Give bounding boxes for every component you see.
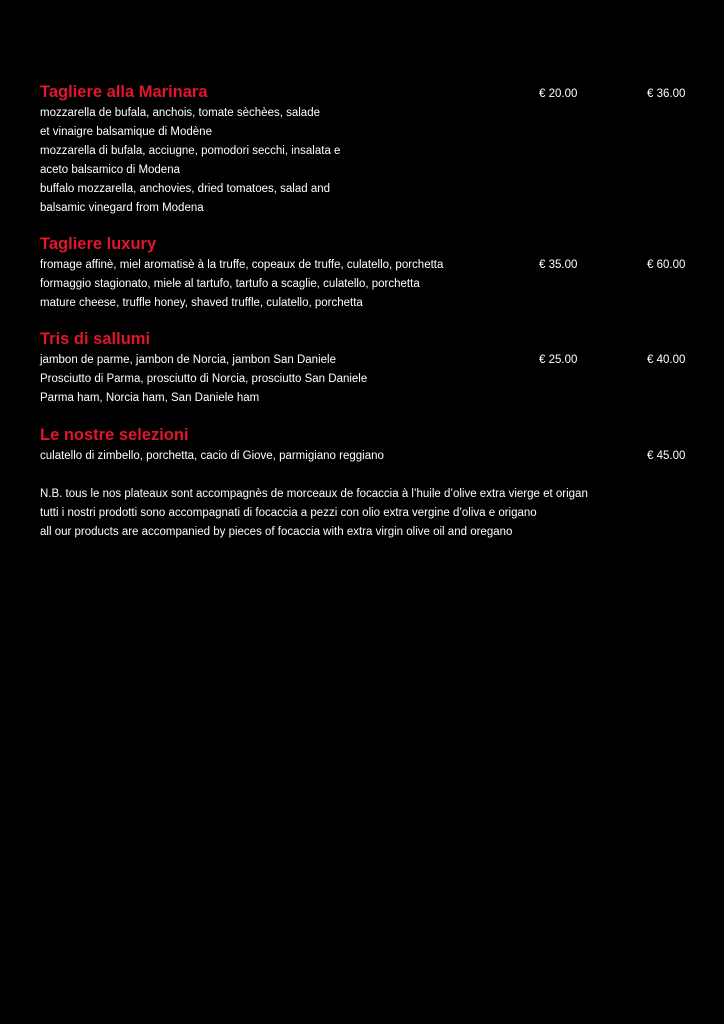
price-selezioni: € 45.00 bbox=[647, 450, 686, 462]
description-line: buffalo mozzarella, anchovies, dried tomatoes, salad and bbox=[40, 183, 331, 195]
description-line: mozzarella di bufala, acciugne, pomodori secchi, insalata e bbox=[40, 145, 341, 157]
price-double-luxury: € 60.00 bbox=[647, 259, 686, 271]
price-single-marinara: € 20.00 bbox=[539, 88, 578, 100]
description-line: et vinaigre balsamique di Modène bbox=[40, 126, 212, 138]
description-line: formaggio stagionato, miele al tartufo, tartufo a scaglie, culatello, porchetta bbox=[40, 278, 420, 290]
description-line: balsamic vinegard from Modena bbox=[40, 202, 204, 214]
note-french: N.B. tous le nos plateaux sont accompagnès de morceaux de focaccia à l’huile d’olive extra vierge et origan bbox=[40, 488, 588, 500]
note-english: all our products are accompanied by pieces of focaccia with extra virgin olive oil and oregano bbox=[40, 526, 513, 538]
description-line: mozzarella de bufala, anchois, tomate sèchèes, salade bbox=[40, 107, 320, 119]
description-line: mature cheese, truffle honey, shaved truffle, culatello, porchetta bbox=[40, 297, 363, 309]
section-title-tris: Tris di sallumi bbox=[40, 330, 151, 348]
price-single-tris: € 25.00 bbox=[539, 354, 578, 366]
price-single-luxury: € 35.00 bbox=[539, 259, 578, 271]
section-title-luxury: Tagliere luxury bbox=[40, 235, 157, 253]
price-double-marinara: € 36.00 bbox=[647, 88, 686, 100]
description-line: jambon de parme, jambon de Norcia, jambon San Daniele bbox=[40, 354, 336, 366]
description-line: aceto balsamico di Modena bbox=[40, 164, 180, 176]
price-double-tris: € 40.00 bbox=[647, 354, 686, 366]
description-line: Prosciutto di Parma, prosciutto di Norcia, prosciutto San Daniele bbox=[40, 373, 368, 385]
description-line: culatello di zimbello, porchetta, cacio di Giove, parmigiano reggiano bbox=[40, 450, 384, 462]
note-italian: tutti i nostri prodotti sono accompagnati di focaccia a pezzi con olio extra vergine d’oliva e origano bbox=[40, 507, 537, 519]
description-line: Parma ham, Norcia ham, San Daniele ham bbox=[40, 392, 260, 404]
section-title-marinara: Tagliere alla Marinara bbox=[40, 83, 208, 101]
description-line: fromage affinè, miel aromatisè à la truffe, copeaux de truffe, culatello, porchetta bbox=[40, 259, 444, 271]
section-title-selezioni: Le nostre selezioni bbox=[40, 426, 189, 444]
